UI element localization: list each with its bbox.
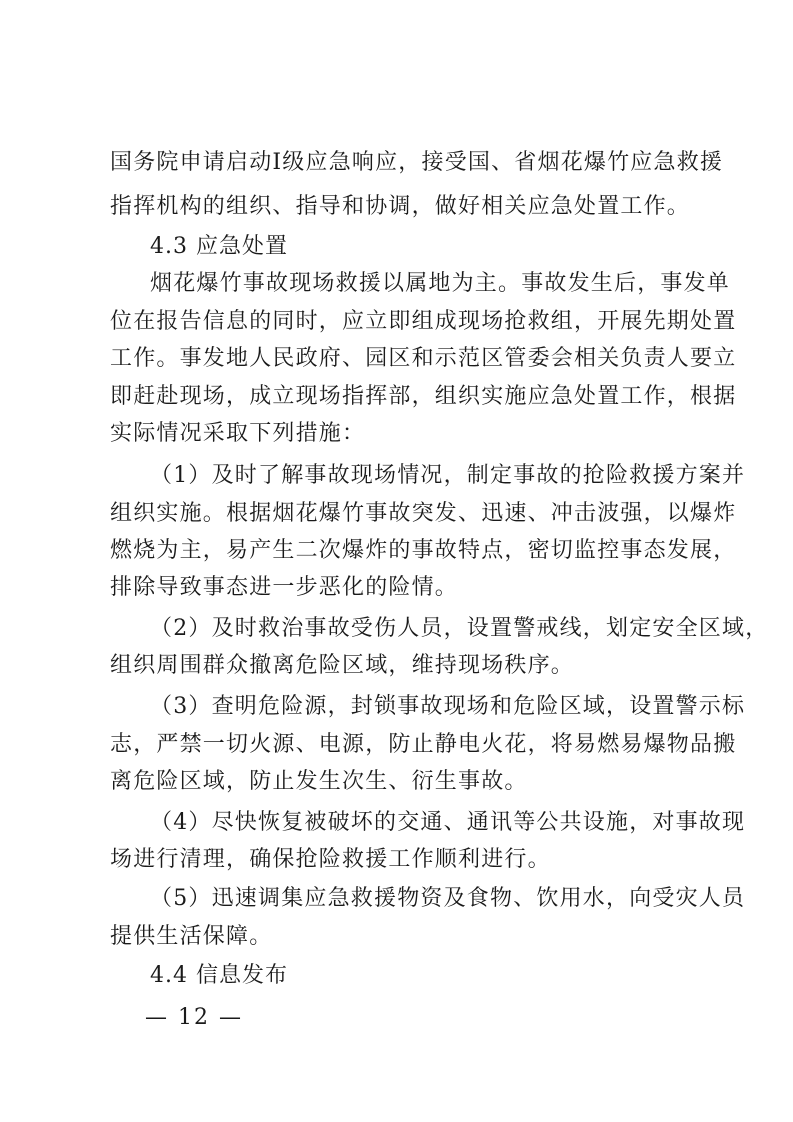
body-line: 烟花爆竹事故现场救援以属地为主。事故发生后，事发单	[150, 271, 731, 296]
body-line: 工作。事发地人民政府、园区和示范区管委会相关负责人要立	[110, 346, 737, 371]
list-item-2-line: （2）及时救治事故受伤人员，设置警戒线，划定安全区域，	[150, 616, 769, 641]
body-line: 志，严禁一切火源、电源，防止静电火花，将易燃易爆物品搬	[110, 732, 737, 757]
body-line: 燃烧为主，易产生二次爆炸的事故特点，密切监控事态发展，	[110, 538, 737, 563]
body-line: 位在报告信息的同时，应立即组成现场抢救组，开展先期处置	[110, 309, 737, 334]
body-line: 排除导致事态进一步恶化的险情。	[110, 575, 459, 600]
list-item-4-line: （4）尽快恢复被破坏的交通、通讯等公共设施，对事故现	[150, 810, 746, 835]
body-line: 指挥机构的组织、指导和协调，做好相关应急处置工作。	[110, 194, 691, 219]
body-line: 即赶赴现场，成立现场指挥部，组织实施应急处置工作，根据	[110, 384, 737, 409]
list-item-3-line: （3）查明危险源，封锁事故现场和危险区域，设置警示标	[150, 694, 746, 719]
body-line: 组织周围群众撤离危险区域，维持现场秩序。	[110, 653, 575, 678]
list-item-1-line: （1）及时了解事故现场情况，制定事故的抢险救援方案并	[150, 463, 746, 488]
section-heading-4-3: 4.3 应急处置	[150, 234, 288, 259]
list-item-5-line: （5）迅速调集应急救援物资及食物、饮用水，向受灾人员	[150, 886, 746, 911]
page-number: — 12 —	[145, 1005, 243, 1030]
section-heading-4-4: 4.4 信息发布	[150, 963, 288, 988]
body-line: 提供生活保障。	[110, 924, 273, 949]
body-line: 离危险区域，防止发生次生、衍生事故。	[110, 769, 528, 794]
body-line: 场进行清理，确保抢险救援工作顺利进行。	[110, 847, 551, 872]
body-line: 组织实施。根据烟花爆竹事故突发、迅速、冲击波强，以爆炸	[110, 501, 737, 526]
body-line: 实际情况采取下列措施：	[110, 421, 366, 446]
body-line: 国务院申请启动Ⅰ级应急响应，接受国、省烟花爆竹应急救援	[110, 150, 724, 175]
